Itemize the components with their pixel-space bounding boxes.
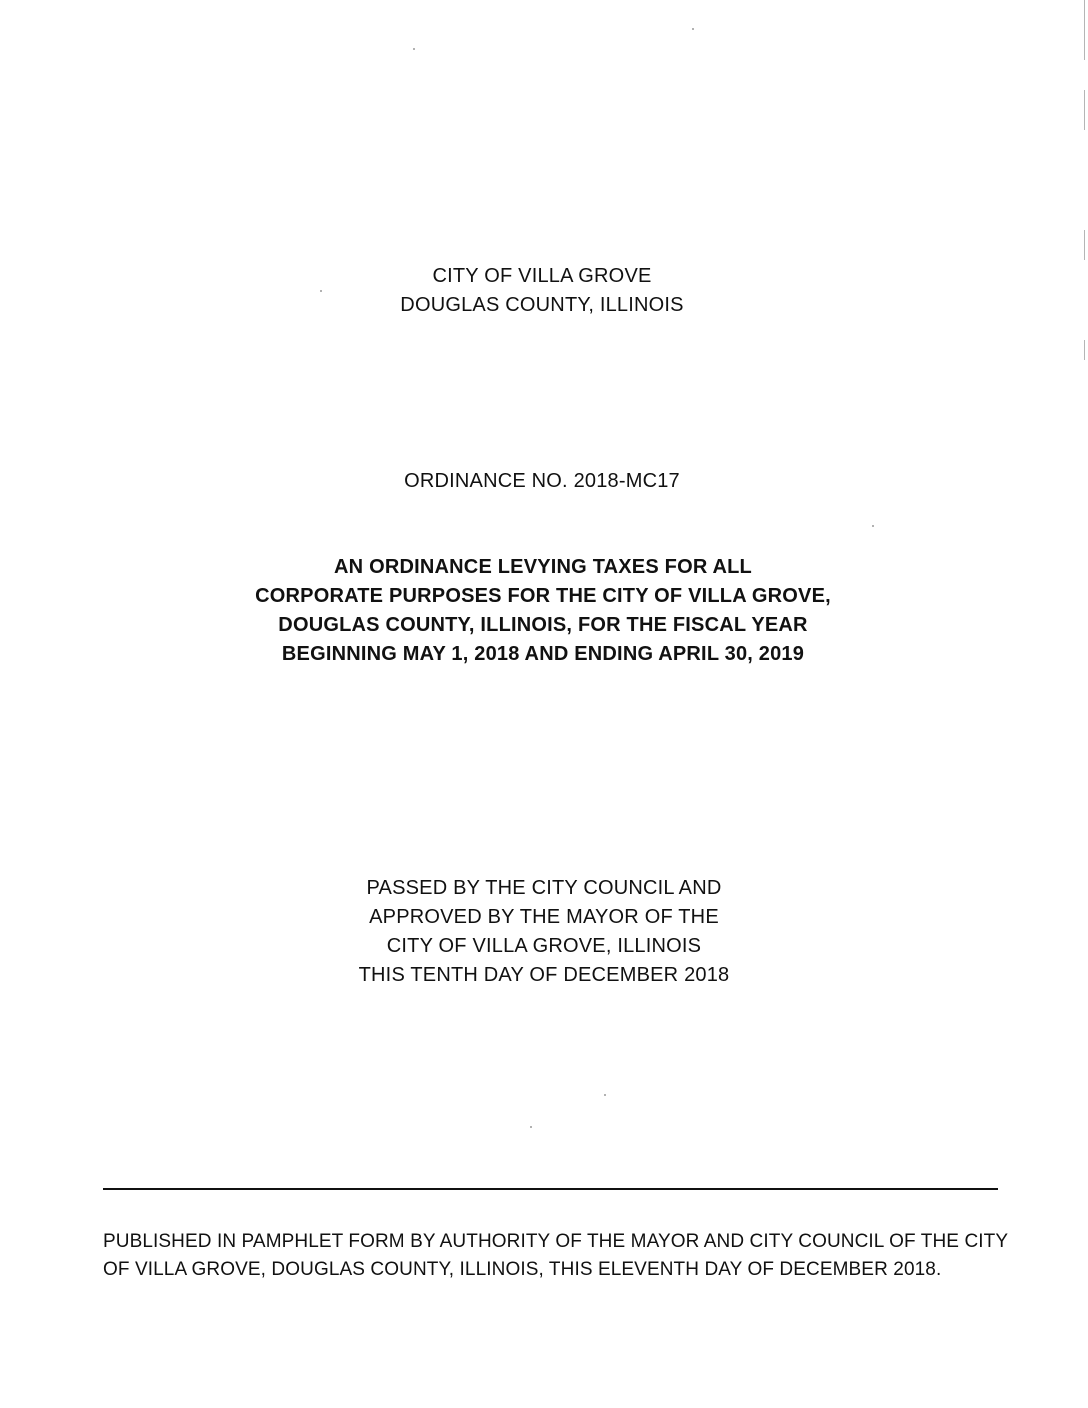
title-line: BEGINNING MAY 1, 2018 AND ENDING APRIL 30, 2019 [281, 643, 805, 665]
ordinance-title [0, 553, 1087, 669]
scan-speck [872, 525, 874, 527]
passed-line: APPROVED BY THE MAYOR OF THE [369, 906, 719, 928]
passed-line: PASSED BY THE CITY COUNCIL AND [366, 877, 722, 899]
city-header [0, 262, 1086, 320]
title-line: CORPORATE PURPOSES FOR THE CITY OF VILLA GROVE, [255, 585, 831, 607]
passed-line: CITY OF VILLA GROVE, ILLINOIS [386, 935, 702, 957]
horizontal-divider [103, 1188, 998, 1190]
scan-speck [692, 28, 694, 30]
published-line: OF VILLA GROVE, DOUGLAS COUNTY, ILLINOIS, THIS ELEVENTH DAY OF DECEMBER 2018. [103, 1259, 942, 1280]
ordinance-number [0, 467, 1086, 496]
scan-edge-mark [1084, 340, 1085, 360]
county-name: DOUGLAS COUNTY, ILLINOIS [400, 294, 684, 316]
passed-statement [0, 874, 1088, 990]
scan-edge-mark [1084, 230, 1085, 260]
passed-line: THIS TENTH DAY OF DECEMBER 2018 [358, 964, 730, 986]
scan-edge-mark [1084, 0, 1085, 60]
scan-speck [604, 1094, 606, 1096]
scan-speck [413, 48, 415, 50]
city-name: CITY OF VILLA GROVE [432, 265, 652, 287]
title-line: DOUGLAS COUNTY, ILLINOIS, FOR THE FISCAL YEAR [278, 614, 808, 636]
title-line: AN ORDINANCE LEVYING TAXES FOR ALL [334, 556, 752, 578]
publication-statement [103, 1228, 1023, 1284]
scan-edge-mark [1084, 90, 1085, 130]
scan-speck [530, 1126, 532, 1128]
published-line: PUBLISHED IN PAMPHLET FORM BY AUTHORITY OF THE MAYOR AND CITY COUNCIL OF THE CITY [103, 1231, 1009, 1252]
ordinance-number-text: ORDINANCE NO. 2018-MC17 [404, 470, 680, 492]
